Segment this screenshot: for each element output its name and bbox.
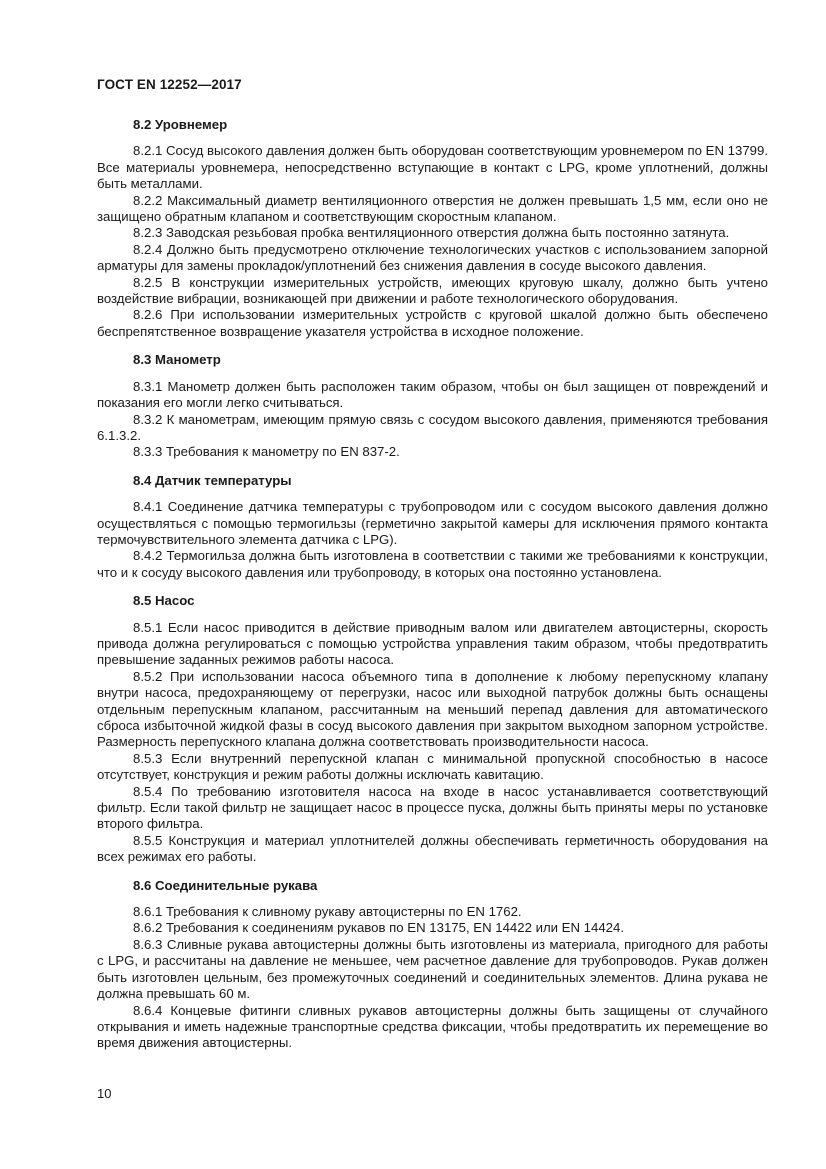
section-8-3 (97, 352, 768, 460)
running-header: ГОСТ EN 12252—2017 (97, 77, 242, 92)
paragraph: 8.2.3 Заводская резьбовая пробка вентиляционного отверстия должна быть постоянно затянута. (133, 225, 730, 241)
paragraph: 8.2.6 При использовании измерительных устройств с круговой шкалой должно быть обеспечено беспрепятственное возвращение указателя устройства в исходное положение. (97, 307, 768, 339)
document-body (97, 117, 768, 1064)
paragraph: 8.4.1 Соединение датчика температуры с трубопроводом или с сосудом высокого давления должно осуществляться с помощью термогильзы (герметично закрытой камеры для исключения прямого контакта термочувствительного элемента датчика с LPG). (97, 499, 768, 547)
paragraph: 8.5.3 Если внутренний перепускной клапан с минимальной пропускной способностью в насосе отсутствует, конструкция и режим работы должны исключать кавитацию. (97, 750, 768, 783)
paragraph: 8.6.1 Требования к сливному рукаву автоцистерны по EN 1762. (133, 904, 522, 920)
paragraph: 8.3.1 Манометр должен быть расположен таким образом, чтобы он был защищен от повреждений и показания его могли легко считываться. (97, 378, 768, 411)
page-number: 10 (97, 1086, 112, 1101)
section-heading: 8.6 Соединительные рукава (133, 877, 318, 893)
section-heading: 8.5 Насос (133, 593, 195, 609)
paragraph: 8.3.3 Требования к манометру по EN 837-2. (133, 444, 400, 460)
section-8-6 (97, 878, 768, 1052)
paragraph: 8.2.2 Максимальный диаметр вентиляционного отверстия не должен превышать 1,5 мм, если оно не защищено обратным клапаном и соответствующим скоростным клапаном. (97, 192, 768, 225)
paragraph: 8.3.2 К манометрам, имеющим прямую связь с сосудом высокого давления, применяются требования 6.1.3.2. (97, 411, 768, 443)
section-8-2 (97, 117, 768, 340)
paragraph: 8.5.1 Если насос приводится в действие приводным валом или двигателем автоцистерны, скорость привода должна регулироваться с помощью устройства управления таким образом, чтобы предотвратить превышение заданных режимов работы насоса. (97, 619, 768, 668)
paragraph: 8.6.2 Требования к соединениям рукавов по EN 13175, EN 14422 или EN 14424. (133, 920, 625, 936)
paragraph: 8.2.4 Должно быть предусмотрено отключение технологических участков с использованием запорной арматуры для замены прокладок/уплотнений без снижения давления в сосуде высокого давления. (97, 241, 768, 274)
paragraph: 8.5.2 При использовании насоса объемного типа в дополнение к любому перепускному клапану внутри насоса, предохраняющему от перегрузки, насос или выходной патрубок должны быть оснащены отдельным перепускным клапаном, рассчитанным на меньший перепад давления для автоматического сброса избыточной жидкой фазы в сосуд высокого давления при закрытом выходном запорном устройстве. Размерность перепускного клапана должна соответствовать производительности насоса. (97, 668, 768, 750)
section-heading: 8.4 Датчик температуры (133, 472, 292, 488)
paragraph: 8.5.4 По требованию изготовителя насоса на входе в насос устанавливается соответствующий фильтр. Если такой фильтр не защищает насос в процессе пуска, должны быть приняты меры по установке второго фильтра. (97, 783, 768, 832)
section-8-5 (97, 593, 768, 866)
paragraph: 8.2.1 Сосуд высокого давления должен быть оборудован соответствующим уровнемером по EN 13799. Все материалы уровнемера, непосредственно вступающие в контакт с LPG, кроме уплотнений, должны быть металлами. (97, 143, 768, 192)
paragraph: 8.2.5 В конструкции измерительных устройств, имеющих круговую шкалу, должно быть учтено воздействие вибрации, возникающей при движении и работе технологического оборудования. (97, 274, 768, 307)
paragraph: 8.4.2 Термогильза должна быть изготовлена в соответствии с такими же требованиями к конструкции, что и к сосуду высокого давления или трубопроводу, в которых она постоянно установлена. (97, 548, 768, 580)
section-8-4 (97, 473, 768, 581)
section-heading: 8.2 Уровнемер (133, 117, 228, 132)
section-heading: 8.3 Манометр (133, 352, 221, 368)
paragraph: 8.6.3 Сливные рукава автоцистерны должны быть изготовлены из материала, пригодного для работы с LPG, и рассчитаны на давление не меньшее, чем расчетное давление для трубопроводов. Рукав должен быть изготовлен цельным, без промежуточных соединений и соединительных элементов. Длина рукава не должна превышать 60 м. (97, 936, 768, 1002)
paragraph: 8.5.5 Конструкция и материал уплотнителей должны обеспечивать герметичность оборудования на всех режимах его работы. (97, 832, 768, 865)
paragraph: 8.6.4 Концевые фитинги сливных рукавов автоцистерны должны быть защищены от случайного открывания и иметь надежные транспортные средства фиксации, чтобы предотвратить их перемещение во время движения автоцистерны. (97, 1002, 768, 1051)
